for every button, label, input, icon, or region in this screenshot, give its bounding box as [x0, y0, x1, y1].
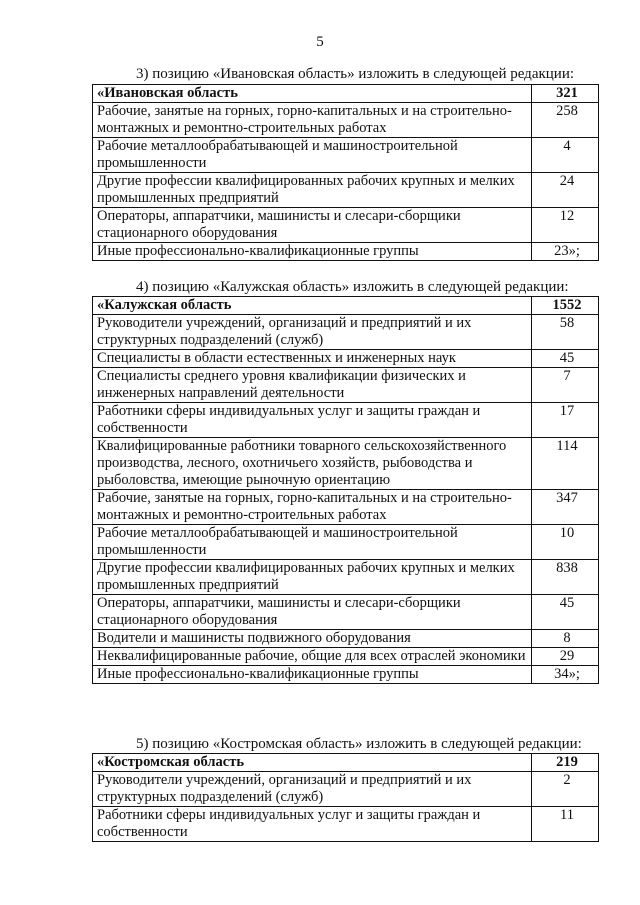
region-name: «Костромская область	[93, 754, 532, 772]
row-label: Другие профессии квалифицированных рабочих крупных и мелких промышленных предприятий	[93, 560, 532, 595]
section-intro-ivanovo: 3) позицию «Ивановская область» изложить в следующей редакции:	[136, 66, 575, 82]
row-value: 4	[532, 138, 599, 173]
row-value: 29	[532, 648, 599, 666]
table-row	[93, 560, 599, 595]
table-row	[93, 648, 599, 666]
row-value: 12	[532, 208, 599, 243]
region-name: «Ивановская область	[93, 85, 532, 103]
region-total: 321	[532, 85, 599, 103]
row-label: Работники сферы индивидуальных услуг и защиты граждан и собственности	[93, 807, 532, 842]
table-row	[93, 403, 599, 438]
row-label: Рабочие, занятые на горных, горно-капитальных и на строительно-монтажных и ремонтно-строительных работах	[93, 103, 532, 138]
table-row	[93, 173, 599, 208]
row-value: 11	[532, 807, 599, 842]
table-kostroma	[92, 753, 599, 842]
row-value: 347	[532, 490, 599, 525]
table-row	[93, 208, 599, 243]
page-number: 5	[316, 34, 324, 50]
table-row	[93, 666, 599, 684]
row-value: 34»;	[532, 666, 599, 684]
row-value: 2	[532, 772, 599, 807]
region-total: 1552	[532, 297, 599, 315]
row-label: Иные профессионально-квалификационные группы	[93, 243, 532, 261]
row-label: Водители и машинисты подвижного оборудования	[93, 630, 532, 648]
table-row	[93, 807, 599, 842]
table-row	[93, 350, 599, 368]
table-header-row	[93, 754, 599, 772]
row-value: 17	[532, 403, 599, 438]
region-name: «Калужская область	[93, 297, 532, 315]
table-row	[93, 438, 599, 490]
row-label: Операторы, аппаратчики, машинисты и слесари-сборщики стационарного оборудования	[93, 208, 532, 243]
row-value: 24	[532, 173, 599, 208]
row-value: 7	[532, 368, 599, 403]
row-label: Операторы, аппаратчики, машинисты и слесари-сборщики стационарного оборудования	[93, 595, 532, 630]
section-intro-kaluga: 4) позицию «Калужская область» изложить в следующей редакции:	[136, 279, 569, 295]
row-value: 258	[532, 103, 599, 138]
table-row	[93, 525, 599, 560]
table-row	[93, 630, 599, 648]
row-value: 23»;	[532, 243, 599, 261]
row-label: Руководители учреждений, организаций и предприятий и их структурных подразделений (служб)	[93, 315, 532, 350]
row-label: Рабочие, занятые на горных, горно-капитальных и на строительно-монтажных и ремонтно-строительных работах	[93, 490, 532, 525]
table-header-row	[93, 85, 599, 103]
row-label: Рабочие металлообрабатывающей и машиностроительной промышленности	[93, 138, 532, 173]
row-value: 838	[532, 560, 599, 595]
row-value: 58	[532, 315, 599, 350]
row-label: Работники сферы индивидуальных услуг и защиты граждан и собственности	[93, 403, 532, 438]
row-label: Другие профессии квалифицированных рабочих крупных и мелких промышленных предприятий	[93, 173, 532, 208]
row-label: Неквалифицированные рабочие, общие для всех отраслей экономики	[93, 648, 532, 666]
table-row	[93, 138, 599, 173]
section-intro-kostroma: 5) позицию «Костромская область» изложить в следующей редакции:	[136, 736, 582, 752]
row-value: 8	[532, 630, 599, 648]
row-value: 114	[532, 438, 599, 490]
table-row	[93, 243, 599, 261]
table-row	[93, 595, 599, 630]
table-row	[93, 772, 599, 807]
row-value: 10	[532, 525, 599, 560]
row-label: Специалисты в области естественных и инженерных наук	[93, 350, 532, 368]
table-row	[93, 490, 599, 525]
table-row	[93, 103, 599, 138]
row-value: 45	[532, 595, 599, 630]
table-row	[93, 368, 599, 403]
row-label: Специалисты среднего уровня квалификации физических и инженерных направлений деятельности	[93, 368, 532, 403]
row-label: Руководители учреждений, организаций и предприятий и их структурных подразделений (служб)	[93, 772, 532, 807]
region-total: 219	[532, 754, 599, 772]
table-ivanovo	[92, 84, 599, 261]
row-value: 45	[532, 350, 599, 368]
table-header-row	[93, 297, 599, 315]
row-label: Квалифицированные работники товарного сельскохозяйственного производства, лесного, охотничьего хозяйств, рыбоводства и рыболовства, имеющие рыночную ориентацию	[93, 438, 532, 490]
row-label: Рабочие металлообрабатывающей и машиностроительной промышленности	[93, 525, 532, 560]
table-kaluga	[92, 296, 599, 684]
table-row	[93, 315, 599, 350]
row-label: Иные профессионально-квалификационные группы	[93, 666, 532, 684]
